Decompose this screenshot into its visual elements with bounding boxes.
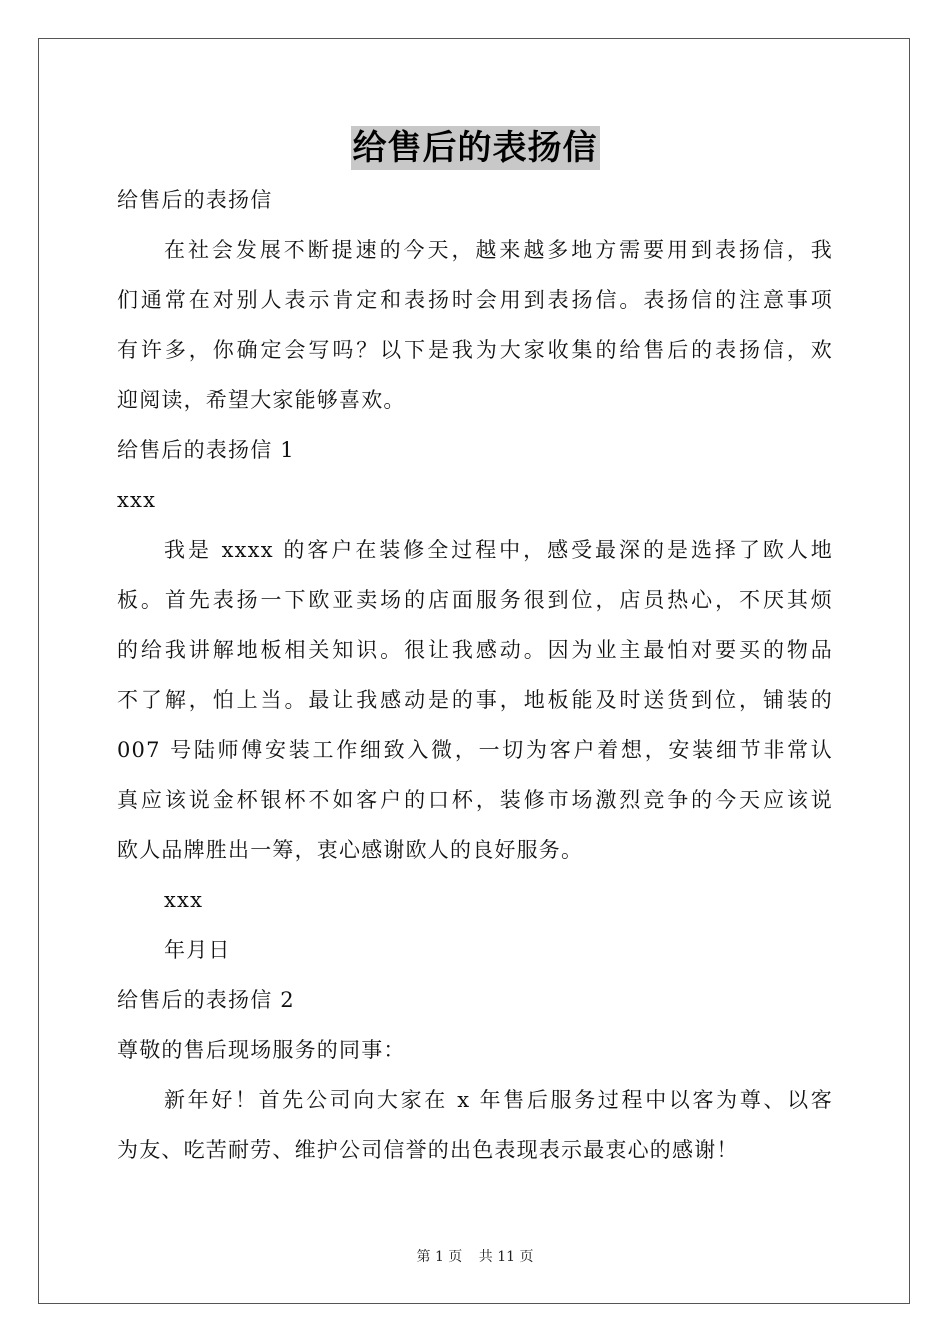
page-number: 第 1 页 bbox=[416, 1249, 463, 1265]
title-area bbox=[0, 126, 950, 170]
signature: xxx bbox=[164, 888, 204, 912]
date-line: 年月日 bbox=[164, 938, 231, 962]
body-line: 在社会发展不断提速的今天，越来越多地方需要用到表扬信，我 bbox=[164, 238, 833, 262]
document-title: 给售后的表扬信 bbox=[352, 128, 598, 168]
section-heading: 给售后的表扬信 1 bbox=[117, 438, 295, 462]
body-line: 板。首先表扬一下欧亚卖场的店面服务很到位，店员热心，不厌其烦 bbox=[117, 588, 833, 612]
body-line: 的给我讲解地板相关知识。很让我感动。因为业主最怕对要买的物品 bbox=[117, 638, 833, 662]
body-line: 欧人品牌胜出一筹，衷心感谢欧人的良好服务。 bbox=[117, 838, 584, 862]
section-heading: 给售后的表扬信 2 bbox=[117, 988, 295, 1012]
page-footer bbox=[0, 1246, 950, 1266]
body-line: 迎阅读，希望大家能够喜欢。 bbox=[117, 388, 406, 412]
body-line: 们通常在对别人表示肯定和表扬时会用到表扬信。表扬信的注意事项 bbox=[117, 288, 833, 312]
body-line: 有许多，你确定会写吗？以下是我为大家收集的给售后的表扬信，欢 bbox=[117, 338, 833, 362]
salutation: 尊敬的售后现场服务的同事： bbox=[117, 1038, 406, 1062]
page-total: 共 11 页 bbox=[478, 1249, 534, 1265]
body-line: 不了解，怕上当。最让我感动是的事，地板能及时送货到位，铺装的 bbox=[117, 688, 833, 712]
body-line: 为友、吃苦耐劳、维护公司信誉的出色表现表示最衷心的感谢！ bbox=[117, 1138, 739, 1162]
body-line: 我是 xxxx 的客户在装修全过程中，感受最深的是选择了欧人地 bbox=[164, 538, 833, 562]
body-line: 新年好！首先公司向大家在 x 年售后服务过程中以客为尊、以客 bbox=[164, 1088, 833, 1112]
body-line: 给售后的表扬信 bbox=[117, 188, 273, 212]
salutation: xxx bbox=[117, 488, 157, 512]
document-body bbox=[117, 175, 833, 1175]
body-line: 真应该说金杯银杯不如客户的口杯，装修市场激烈竞争的今天应该说 bbox=[117, 788, 833, 812]
body-line: 007 号陆师傅安装工作细致入微，一切为客户着想，安装细节非常认 bbox=[117, 738, 833, 762]
